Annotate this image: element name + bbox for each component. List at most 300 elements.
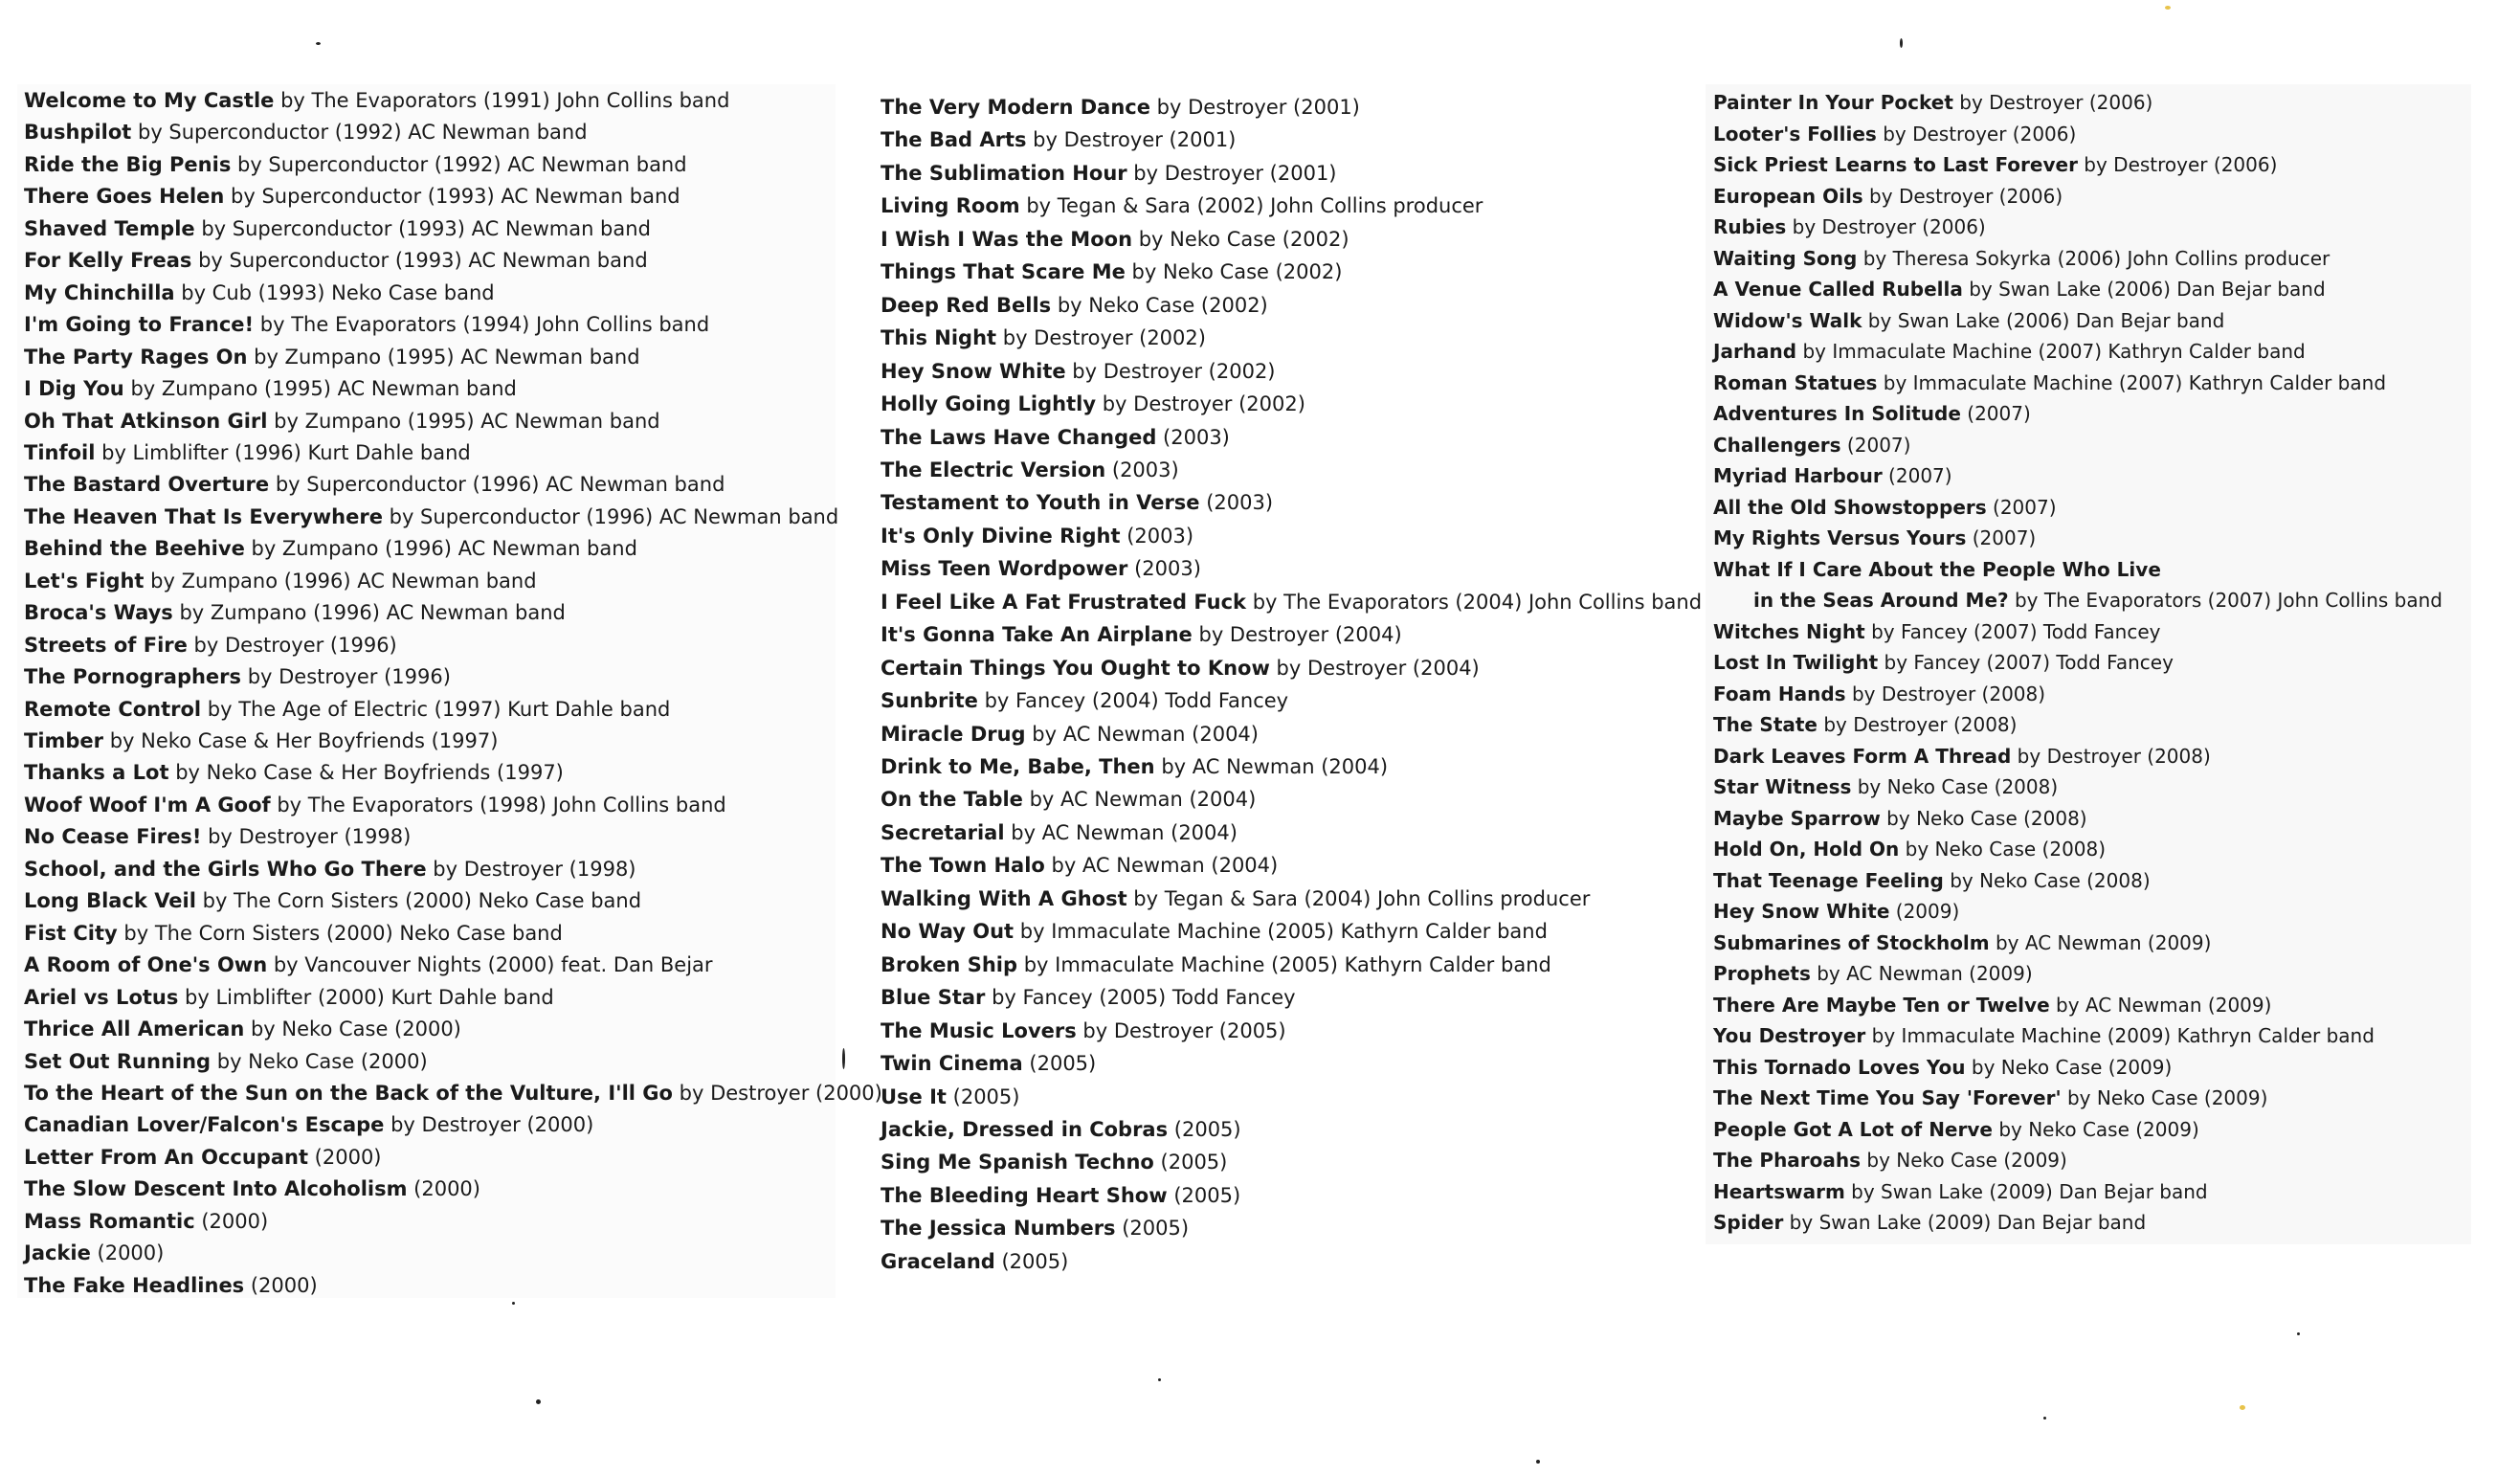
song-credit: by Vancouver Nights (2000) feat. Dan Bejar bbox=[267, 953, 713, 977]
song-title: Hey Snow White bbox=[881, 359, 1066, 383]
song-credit: by The Evaporators (1998) John Collins band bbox=[270, 793, 726, 816]
scan-speck bbox=[2043, 1417, 2046, 1420]
scan-speck bbox=[842, 1048, 845, 1069]
song-credit: by Neko Case (2008) bbox=[1943, 868, 2151, 892]
song-credit: by Zumpano (1996) AC Newman band bbox=[244, 537, 637, 561]
song-entry bbox=[1713, 1055, 2172, 1080]
song-credit: by Limblifter (2000) Kurt Dahle band bbox=[178, 985, 554, 1009]
song-credit: by Swan Lake (2009) Dan Bejar band bbox=[1844, 1179, 2208, 1203]
song-credit: by AC Newman (2009) bbox=[1989, 930, 2212, 954]
song-title: The Sublimation Hour bbox=[881, 161, 1127, 185]
song-credit: by Destroyer (1998) bbox=[426, 857, 636, 881]
song-credit: by Neko Case (2009) bbox=[1992, 1117, 2199, 1141]
song-title: This Tornado Loves You bbox=[1713, 1055, 1966, 1079]
song-entry bbox=[1713, 90, 2152, 115]
song-credit: by Immaculate Machine (2007) Kathryn Calder band bbox=[1877, 370, 2387, 394]
song-entry bbox=[1713, 774, 2058, 799]
song-entry bbox=[881, 1117, 1241, 1142]
song-title: Heartswarm bbox=[1713, 1179, 1845, 1203]
song-credit: by AC Newman (2004) bbox=[1004, 820, 1238, 844]
song-credit: by Destroyer (2001) bbox=[1150, 96, 1360, 119]
song-entry bbox=[1713, 277, 2326, 302]
song-title: Behind the Beehive bbox=[24, 537, 245, 561]
song-entry bbox=[1713, 868, 2151, 893]
song-credit: (2005) bbox=[1022, 1052, 1097, 1076]
song-title: The Bleeding Heart Show bbox=[881, 1183, 1168, 1207]
song-title: School, and the Girls Who Go There bbox=[24, 857, 427, 881]
song-title: Use It bbox=[881, 1085, 947, 1108]
song-title: Long Black Veil bbox=[24, 889, 196, 913]
song-entry bbox=[1713, 744, 2211, 769]
song-credit: by Fancey (2004) Todd Fancey bbox=[977, 689, 1289, 713]
song-entry bbox=[24, 888, 641, 913]
song-entry bbox=[1713, 557, 2161, 582]
song-credit: (2000) bbox=[244, 1273, 318, 1297]
song-entry bbox=[881, 1216, 1189, 1241]
song-title: The Town Halo bbox=[881, 854, 1045, 878]
song-title: Holly Going Lightly bbox=[881, 392, 1097, 416]
song-credit: by Neko Case (2008) bbox=[1880, 806, 2087, 830]
song-credit: by Destroyer (1996) bbox=[187, 633, 397, 657]
song-title: My Chinchilla bbox=[24, 280, 175, 304]
song-title: Witches Night bbox=[1713, 619, 1865, 643]
song-entry bbox=[881, 556, 1201, 581]
song-title: I Wish I Was the Moon bbox=[881, 227, 1133, 251]
song-title: For Kelly Freas bbox=[24, 249, 192, 273]
song-credit: by Destroyer (2001) bbox=[1126, 161, 1337, 185]
song-title: A Venue Called Rubella bbox=[1713, 278, 1963, 301]
song-title: People Got A Lot of Nerve bbox=[1713, 1117, 1993, 1141]
song-title: Challengers bbox=[1713, 433, 1841, 457]
song-credit: (2003) bbox=[1127, 557, 1201, 581]
song-credit: by Zumpano (1995) AC Newman band bbox=[123, 377, 517, 401]
song-title: There Goes Helen bbox=[24, 185, 225, 209]
song-entry bbox=[881, 1051, 1096, 1076]
song-entry bbox=[881, 161, 1337, 186]
song-title: Miracle Drug bbox=[881, 722, 1026, 746]
song-title: Adventures In Solitude bbox=[1713, 402, 1961, 425]
song-title: Set Out Running bbox=[24, 1049, 212, 1073]
song-credit: by Destroyer (2000) bbox=[384, 1113, 594, 1137]
song-title: Star Witness bbox=[1713, 775, 1852, 798]
song-credit: by Neko Case (2008) bbox=[1899, 838, 2107, 861]
scan-speck bbox=[536, 1399, 541, 1404]
song-entry bbox=[1713, 682, 2045, 706]
song-entry bbox=[881, 259, 1342, 284]
song-title: I Feel Like A Fat Frustrated Fuck bbox=[881, 590, 1247, 614]
song-entry bbox=[24, 409, 660, 434]
song-credit: by Destroyer (2005) bbox=[1076, 1018, 1286, 1042]
song-entry bbox=[1713, 837, 2106, 861]
song-entry bbox=[881, 391, 1305, 416]
song-title: What If I Care About the People Who Live bbox=[1713, 557, 2161, 581]
song-entry bbox=[1713, 401, 2031, 426]
song-title: Broken Ship bbox=[881, 952, 1018, 976]
song-entry bbox=[24, 152, 687, 177]
song-credit: (2000) bbox=[308, 1145, 382, 1169]
song-title: Ride the Big Penis bbox=[24, 152, 232, 176]
song-title: Fist City bbox=[24, 921, 118, 945]
song-credit: by Superconductor (1993) AC Newman band bbox=[191, 249, 648, 273]
song-title: Spider bbox=[1713, 1211, 1784, 1234]
song-credit: by Destroyer (2006) bbox=[2077, 153, 2278, 176]
scan-speck bbox=[2240, 1405, 2245, 1410]
song-title: Drink to Me, Babe, Then bbox=[881, 755, 1155, 778]
song-credit: by Immaculate Machine (2007) Kathryn Calder band bbox=[1796, 340, 2306, 363]
song-entry bbox=[881, 490, 1273, 515]
song-entry bbox=[881, 688, 1288, 713]
song-credit: by Immaculate Machine (2009) Kathryn Calder band bbox=[1865, 1024, 2375, 1047]
song-credit: by Destroyer (1996) bbox=[241, 665, 451, 689]
song-entry bbox=[24, 1081, 882, 1106]
song-title: No Cease Fires! bbox=[24, 825, 202, 849]
song-credit: by Destroyer (2008) bbox=[1845, 682, 2046, 705]
song-credit: by Tegan & Sara (2002) John Collins producer bbox=[1019, 194, 1483, 218]
song-title: Broca's Ways bbox=[24, 601, 173, 625]
song-credit: by Destroyer (2004) bbox=[1192, 623, 1402, 647]
song-title: The Pharoahs bbox=[1713, 1149, 1862, 1172]
song-title: On the Table bbox=[881, 788, 1023, 812]
song-credit: by The Evaporators (1991) John Collins band bbox=[274, 89, 730, 112]
song-entry bbox=[881, 1183, 1240, 1208]
song-credit: by Destroyer (2006) bbox=[1876, 122, 2077, 145]
song-entry bbox=[1713, 961, 2033, 986]
song-title: Looter's Follies bbox=[1713, 122, 1877, 145]
song-title: Bushpilot bbox=[24, 121, 132, 145]
song-entry bbox=[1713, 588, 2442, 613]
song-title: The Music Lovers bbox=[881, 1018, 1077, 1042]
song-title: Dark Leaves Form A Thread bbox=[1713, 744, 2012, 768]
song-entry bbox=[881, 325, 1206, 350]
scan-speck bbox=[316, 42, 321, 45]
scan-speck bbox=[1536, 1460, 1540, 1464]
song-entry bbox=[24, 1017, 461, 1041]
song-credit: by Swan Lake (2006) Dan Bejar band bbox=[1862, 308, 2225, 332]
song-entry bbox=[1713, 152, 2277, 177]
song-credit: by AC Newman (2004) bbox=[1025, 722, 1259, 746]
song-title: No Way Out bbox=[881, 920, 1015, 944]
song-title: European Oils bbox=[1713, 184, 1863, 208]
song-credit: by Neko Case (2008) bbox=[1851, 775, 2059, 798]
song-entry bbox=[881, 1249, 1068, 1274]
song-entry bbox=[24, 857, 636, 882]
song-credit: by Destroyer (2008) bbox=[1818, 713, 2018, 736]
song-credit: (2003) bbox=[1199, 491, 1274, 515]
song-title: There Are Maybe Ten or Twelve bbox=[1713, 993, 2050, 1017]
song-entry bbox=[24, 120, 588, 145]
song-credit: (2005) bbox=[1168, 1117, 1241, 1141]
song-title: The Fake Headlines bbox=[24, 1273, 245, 1297]
song-title: You Destroyer bbox=[1713, 1024, 1866, 1047]
song-credit: by Destroyer (2006) bbox=[1862, 184, 2063, 208]
song-entry bbox=[1713, 993, 2271, 1018]
song-entry bbox=[24, 985, 554, 1010]
song-title: It's Gonna Take An Airplane bbox=[881, 623, 1193, 647]
song-entry bbox=[1713, 650, 2174, 675]
song-entry bbox=[1713, 246, 2330, 271]
song-entry bbox=[1713, 1085, 2267, 1110]
song-credit: by Neko Case & Her Boyfriends (1997) bbox=[103, 729, 499, 752]
song-title: Woof Woof I'm A Goof bbox=[24, 793, 271, 816]
song-credit: by Superconductor (1993) AC Newman band bbox=[224, 185, 680, 209]
song-title: Timber bbox=[24, 729, 104, 752]
song-credit: by Swan Lake (2009) Dan Bejar band bbox=[1783, 1211, 2147, 1234]
song-credit: by Zumpano (1996) AC Newman band bbox=[144, 569, 537, 593]
scan-speck bbox=[1900, 38, 1903, 48]
song-title: Testament to Youth in Verse bbox=[881, 491, 1200, 515]
song-credit: (2000) bbox=[90, 1241, 165, 1265]
song-entry bbox=[24, 312, 709, 337]
song-title: All the Old Showstoppers bbox=[1713, 495, 1987, 519]
song-credit: by The Evaporators (1994) John Collins band bbox=[254, 313, 710, 337]
song-credit: by Fancey (2005) Todd Fancey bbox=[985, 986, 1296, 1010]
song-entry bbox=[1713, 806, 2087, 831]
song-entry bbox=[881, 359, 1276, 384]
song-credit: by Neko Case (2009) bbox=[1965, 1055, 2173, 1079]
song-title: Canadian Lover/Falcon's Escape bbox=[24, 1113, 385, 1137]
song-entry bbox=[881, 820, 1238, 845]
song-entry bbox=[881, 293, 1268, 318]
song-title: Roman Statues bbox=[1713, 370, 1878, 394]
song-credit: by AC Newman (2004) bbox=[1044, 854, 1279, 878]
song-credit: by Zumpano (1995) AC Newman band bbox=[267, 409, 660, 433]
song-credit: by The Age of Electric (1997) Kurt Dahle band bbox=[201, 697, 671, 721]
song-entry bbox=[881, 524, 1193, 548]
song-entry bbox=[1713, 122, 2076, 146]
song-title: Myriad Harbour bbox=[1713, 464, 1883, 487]
song-credit: (2000) bbox=[407, 1177, 480, 1201]
song-credit: by Zumpano (1996) AC Newman band bbox=[172, 601, 566, 625]
song-entry bbox=[881, 656, 1480, 681]
song-credit: by Neko Case (2002) bbox=[1051, 293, 1268, 317]
song-credit: by Superconductor (1996) AC Newman band bbox=[382, 504, 839, 528]
song-entry bbox=[881, 458, 1179, 482]
song-title: Widow's Walk bbox=[1713, 308, 1862, 332]
song-entry bbox=[881, 919, 1548, 944]
song-entry bbox=[1713, 619, 2160, 644]
song-title: The Jessica Numbers bbox=[881, 1217, 1116, 1241]
song-credit: by The Corn Sisters (2000) Neko Case band bbox=[195, 889, 642, 913]
song-entry bbox=[24, 472, 725, 497]
song-title: My Rights Versus Yours bbox=[1713, 526, 1967, 549]
song-credit: by Neko Case (2002) bbox=[1132, 227, 1349, 251]
song-credit: by Neko Case (2009) bbox=[2061, 1086, 2268, 1109]
song-title: Welcome to My Castle bbox=[24, 89, 275, 112]
song-title: Streets of Fire bbox=[24, 633, 188, 657]
song-entry bbox=[24, 280, 495, 305]
song-credit: (2003) bbox=[1105, 458, 1179, 481]
song-entry bbox=[1713, 712, 2017, 737]
song-credit: (2007) bbox=[1840, 433, 1911, 457]
song-credit: by Neko Case (2000) bbox=[211, 1049, 428, 1073]
song-credit: by The Evaporators (2007) John Collins band bbox=[2008, 589, 2442, 612]
song-entry bbox=[24, 440, 471, 465]
song-title: Sunbrite bbox=[881, 689, 978, 713]
song-entry bbox=[881, 754, 1388, 779]
song-title: Ariel vs Lotus bbox=[24, 985, 179, 1009]
song-entry bbox=[24, 760, 564, 785]
song-title: Lost In Twilight bbox=[1713, 651, 1879, 674]
song-title: Jarhand bbox=[1713, 340, 1797, 363]
song-title: The Heaven That Is Everywhere bbox=[24, 504, 383, 528]
song-entry bbox=[24, 1273, 318, 1298]
song-title: Walking With A Ghost bbox=[881, 886, 1127, 910]
song-title: Blue Star bbox=[881, 986, 986, 1010]
song-entry bbox=[24, 184, 680, 209]
song-title: Foam Hands bbox=[1713, 682, 1846, 705]
song-entry bbox=[1713, 214, 1986, 239]
song-credit: by Superconductor (1992) AC Newman band bbox=[231, 152, 687, 176]
scan-speck bbox=[512, 1302, 515, 1305]
song-entry bbox=[24, 504, 838, 529]
song-title: It's Only Divine Right bbox=[881, 524, 1121, 548]
song-title: The Bad Arts bbox=[881, 128, 1027, 152]
song-credit: by Destroyer (1998) bbox=[201, 825, 412, 849]
song-entry bbox=[881, 853, 1278, 878]
song-credit: by The Corn Sisters (2000) Neko Case band bbox=[117, 921, 563, 945]
song-entry bbox=[881, 722, 1259, 747]
song-credit: by Destroyer (2004) bbox=[1269, 656, 1480, 680]
song-title: Submarines of Stockholm bbox=[1713, 930, 1990, 954]
song-title: The Bastard Overture bbox=[24, 473, 270, 497]
song-title: Sick Priest Learns to Last Forever bbox=[1713, 153, 2078, 176]
song-credit: (2005) bbox=[946, 1085, 1020, 1108]
song-title: A Room of One's Own bbox=[24, 953, 268, 977]
song-title: Twin Cinema bbox=[881, 1052, 1023, 1076]
song-entry bbox=[1713, 308, 2224, 333]
song-entry bbox=[1713, 184, 2063, 209]
song-credit: by Destroyer (2002) bbox=[1096, 392, 1305, 416]
song-title: The Next Time You Say 'Forever' bbox=[1713, 1086, 2062, 1109]
song-credit: by AC Newman (2004) bbox=[1022, 788, 1257, 812]
song-entry bbox=[24, 1241, 164, 1265]
song-credit: by AC Newman (2009) bbox=[2049, 993, 2272, 1017]
song-entry bbox=[1713, 1179, 2208, 1204]
song-title: Shaved Temple bbox=[24, 216, 195, 240]
song-title: Miss Teen Wordpower bbox=[881, 557, 1128, 581]
song-credit: (2009) bbox=[1889, 900, 1960, 923]
song-credit: by Neko Case (2009) bbox=[1861, 1149, 2067, 1172]
song-title: Sing Me Spanish Techno bbox=[881, 1151, 1154, 1174]
song-entry bbox=[24, 921, 563, 946]
song-entry bbox=[1713, 1148, 2067, 1173]
song-entry bbox=[24, 824, 411, 849]
song-entry bbox=[881, 193, 1483, 218]
song-title: The Slow Descent Into Alcoholism bbox=[24, 1177, 408, 1201]
song-credit: (2007) bbox=[1960, 402, 2031, 425]
song-title: That Teenage Feeling bbox=[1713, 868, 1944, 892]
song-title: Graceland bbox=[881, 1249, 995, 1273]
song-entry bbox=[1713, 526, 2036, 550]
song-credit: (2005) bbox=[1153, 1151, 1228, 1174]
song-credit: by Destroyer (2006) bbox=[1786, 215, 1986, 238]
song-title: I'm Going to France! bbox=[24, 313, 255, 337]
song-entry bbox=[24, 1112, 593, 1137]
song-title: Maybe Sparrow bbox=[1713, 806, 1881, 830]
song-entry bbox=[1713, 339, 2306, 364]
song-title: Remote Control bbox=[24, 697, 202, 721]
song-credit: by Theresa Sokyrka (2006) John Collins producer bbox=[1857, 246, 2330, 270]
song-entry bbox=[24, 1176, 480, 1201]
song-credit: by Fancey (2007) Todd Fancey bbox=[1864, 619, 2161, 643]
song-entry bbox=[24, 216, 651, 241]
song-entry bbox=[1713, 463, 1952, 488]
song-entry bbox=[24, 728, 498, 753]
song-credit: by Neko Case & Her Boyfriends (1997) bbox=[168, 761, 564, 785]
song-entry bbox=[24, 248, 648, 273]
song-credit: by Neko Case (2002) bbox=[1125, 260, 1343, 284]
song-title: Jackie bbox=[24, 1241, 91, 1265]
song-credit: by Superconductor (1996) AC Newman band bbox=[269, 473, 725, 497]
song-credit: (2005) bbox=[994, 1249, 1069, 1273]
song-entry bbox=[1713, 1023, 2375, 1048]
song-entry bbox=[24, 88, 729, 113]
song-title: Hold On, Hold On bbox=[1713, 838, 1900, 861]
song-credit: by Zumpano (1995) AC Newman band bbox=[247, 345, 640, 369]
song-entry bbox=[24, 345, 640, 369]
song-title: The Pornographers bbox=[24, 665, 242, 689]
song-entry bbox=[1713, 1210, 2146, 1235]
song-entry bbox=[881, 622, 1402, 647]
song-entry bbox=[881, 95, 1360, 120]
song-title: Thrice All American bbox=[24, 1018, 245, 1041]
song-credit: by Destroyer (2006) bbox=[1952, 91, 2153, 114]
song-credit: by Swan Lake (2006) Dan Bejar band bbox=[1962, 278, 2326, 301]
song-title: Living Room bbox=[881, 194, 1020, 218]
song-credit: by Destroyer (2002) bbox=[996, 326, 1206, 350]
song-entry bbox=[881, 227, 1349, 252]
song-title: The State bbox=[1713, 713, 1818, 736]
song-entry bbox=[881, 127, 1236, 152]
song-entry bbox=[881, 1085, 1019, 1109]
song-credit: by Limblifter (1996) Kurt Dahle band bbox=[95, 440, 471, 464]
song-title: The Party Rages On bbox=[24, 345, 248, 369]
song-title: The Electric Version bbox=[881, 458, 1106, 481]
song-credit: (2007) bbox=[1882, 464, 1952, 487]
song-entry bbox=[24, 1145, 382, 1170]
song-entry bbox=[24, 1049, 428, 1074]
song-title: Rubies bbox=[1713, 215, 1787, 238]
scan-speck bbox=[2297, 1332, 2300, 1335]
song-title: Secretarial bbox=[881, 820, 1005, 844]
song-entry bbox=[24, 1209, 268, 1234]
song-entry bbox=[24, 376, 517, 401]
song-credit: (2005) bbox=[1167, 1183, 1241, 1207]
song-credit: by Immaculate Machine (2005) Kathyrn Calder band bbox=[1017, 952, 1551, 976]
song-title: I Dig You bbox=[24, 377, 124, 401]
song-entry bbox=[24, 793, 726, 817]
song-title: Tinfoil bbox=[24, 440, 96, 464]
song-credit: by Cub (1993) Neko Case band bbox=[174, 280, 495, 304]
song-credit: (2007) bbox=[1986, 495, 2057, 519]
song-title: Oh That Atkinson Girl bbox=[24, 409, 268, 433]
song-entry bbox=[881, 1018, 1286, 1043]
song-entry bbox=[881, 1150, 1227, 1174]
song-credit: (2005) bbox=[1115, 1217, 1190, 1241]
song-entry bbox=[24, 664, 451, 689]
song-credit: by Tegan & Sara (2004) John Collins producer bbox=[1126, 886, 1591, 910]
song-title: Waiting Song bbox=[1713, 246, 1858, 270]
song-entry bbox=[1713, 930, 2211, 955]
song-credit: (2000) bbox=[194, 1209, 269, 1233]
song-entry bbox=[24, 600, 566, 625]
song-entry bbox=[24, 697, 670, 722]
song-entry bbox=[881, 787, 1256, 812]
song-credit: by Destroyer (2000) bbox=[672, 1081, 882, 1105]
song-credit: (2003) bbox=[1120, 524, 1194, 548]
song-entry bbox=[1713, 495, 2057, 520]
song-entry bbox=[881, 425, 1230, 450]
